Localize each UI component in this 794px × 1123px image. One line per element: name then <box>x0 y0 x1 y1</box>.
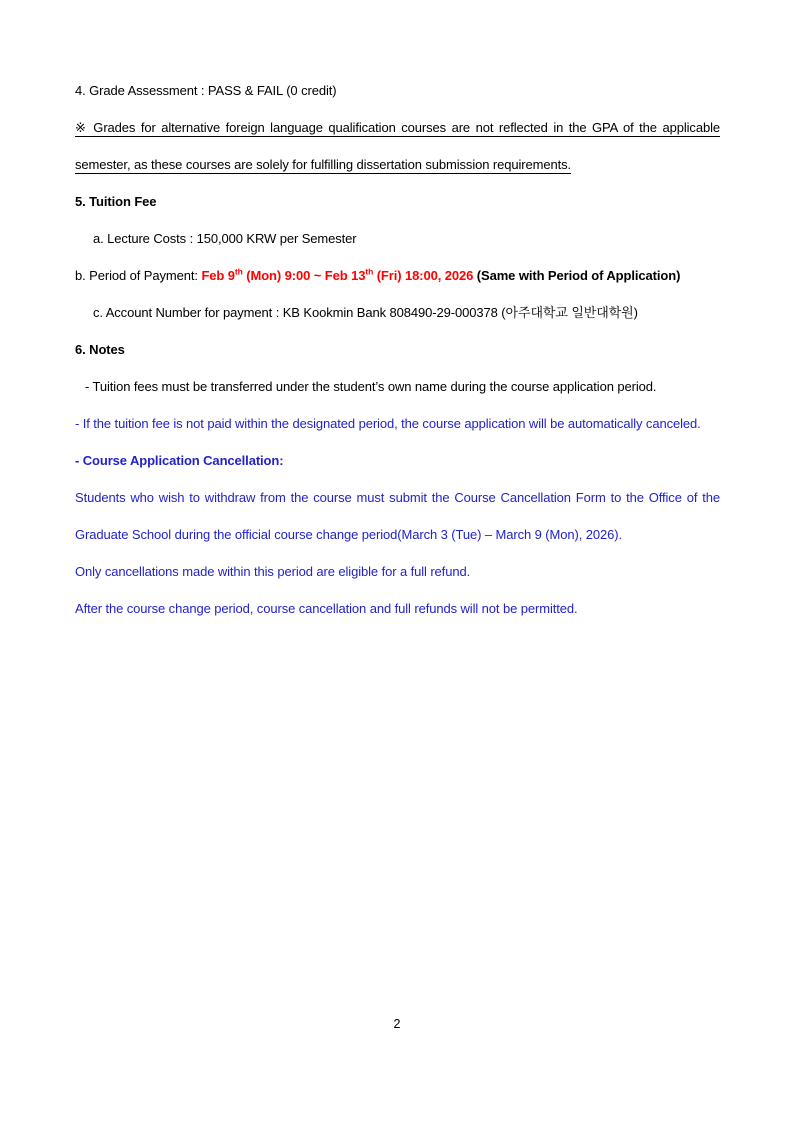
cancellation-body: Students who wish to withdraw from the course must submit the Course Cancellation Form to the Office of the Graduate School during the official course change period(March 3 (Tue) – March 9 (Mon), 2026). <box>75 490 720 542</box>
payment-period-mid: (Mon) 9:00 ~ Feb 13 <box>242 268 366 283</box>
payment-label: b. Period of Payment: <box>75 268 202 283</box>
payment-period-mid-sup: th <box>365 266 374 277</box>
cancellation-refund-line: Only cancellations made within this period are eligible for a full refund. <box>75 564 471 579</box>
note-transfer-own-name: - Tuition fees must be transferred under the student’s own name during the course application period. <box>85 379 657 394</box>
note-unpaid-cancel: - If the tuition fee is not paid within the designated period, the course application will be automatically canceled. <box>75 416 701 431</box>
document-content <box>75 72 720 627</box>
notes-heading: 6. Notes <box>75 342 125 357</box>
payment-period-end: (Fri) 18:00, 2026 <box>373 268 474 283</box>
payment-same-as-application: (Same with Period of Application) <box>473 268 681 283</box>
page-number: 2 <box>393 1017 401 1031</box>
tuition-fee-heading: 5. Tuition Fee <box>75 194 157 209</box>
cancellation-heading: - Course Application Cancellation: <box>75 453 284 468</box>
grade-assessment-line: 4. Grade Assessment : PASS & FAIL (0 credit) <box>75 83 337 98</box>
lecture-costs-line: a. Lecture Costs : 150,000 KRW per Semester <box>93 231 357 246</box>
payment-period-start-sup: th <box>234 266 243 277</box>
grade-note-paragraph: ※ Grades for alternative foreign language qualification courses are not reflected in the GPA of the applicable semester, as these courses are solely for fulfilling dissertation submission requirements. <box>75 120 720 172</box>
payment-period <box>201 268 473 283</box>
account-number-line: c. Account Number for payment : KB Kookmin Bank 808490-29-000378 (아주대학교 일반대학원) <box>93 305 638 320</box>
period-of-payment-line <box>75 257 720 294</box>
cancellation-after-line: After the course change period, course cancellation and full refunds will not be permitted. <box>75 601 578 616</box>
payment-period-start: Feb 9 <box>201 268 235 283</box>
